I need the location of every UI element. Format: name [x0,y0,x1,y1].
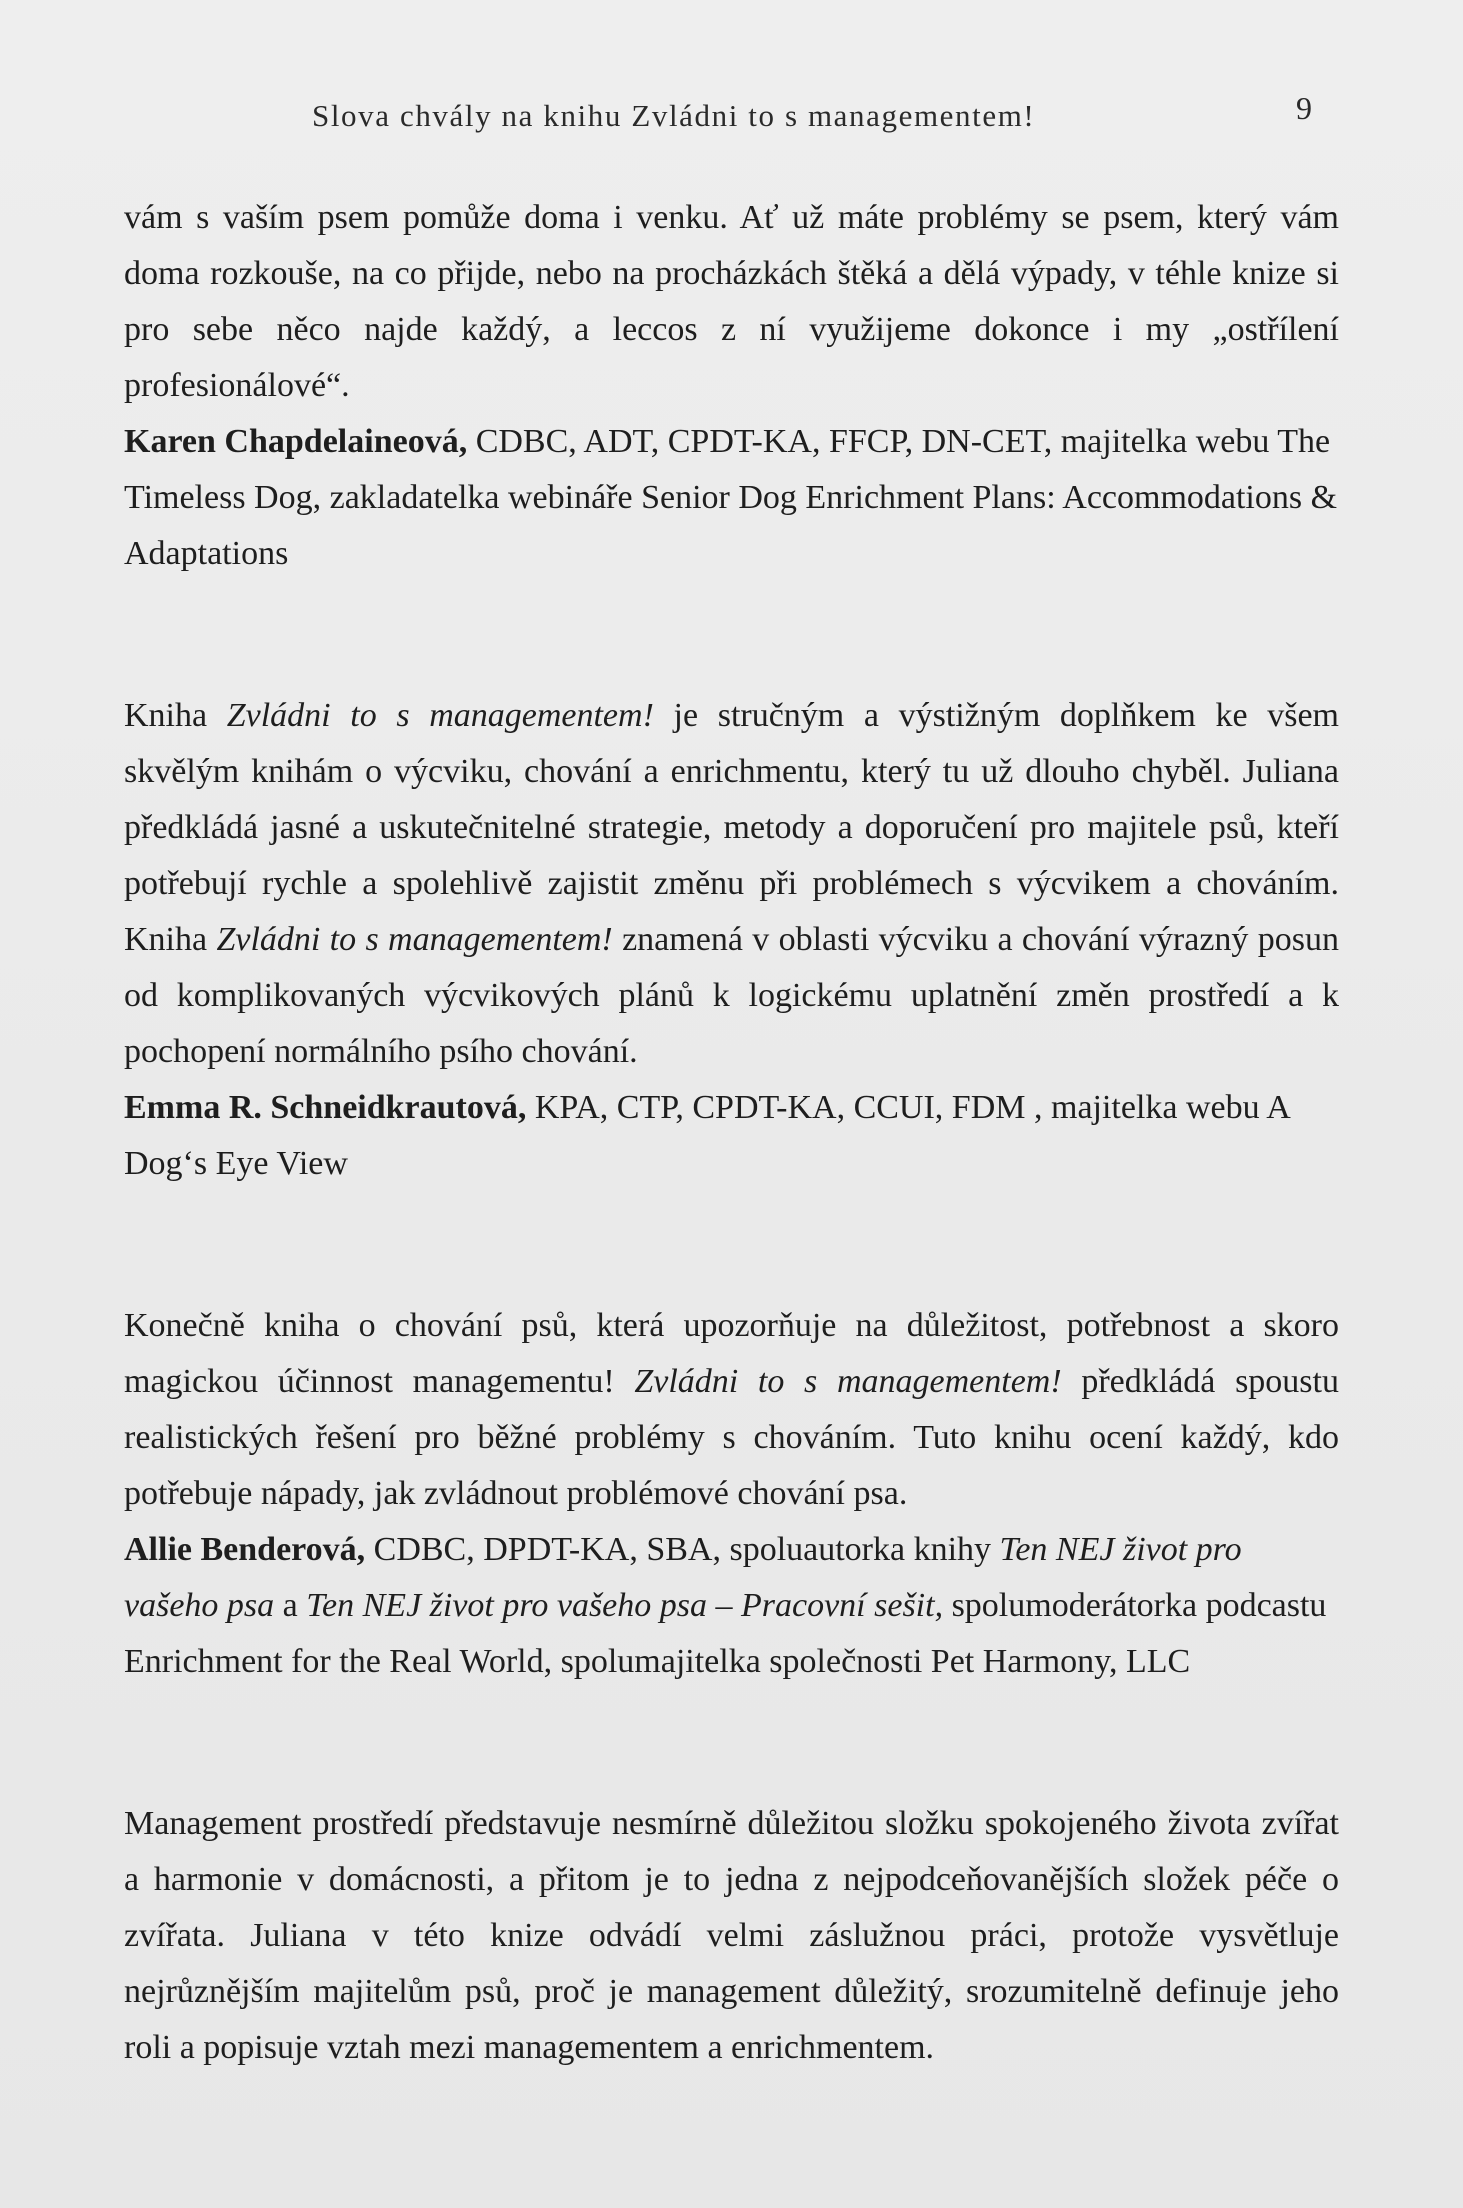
endorsement-2-quote-text-3: znamená v oblasti výcviku a chování výrazný posun od komplikovaných výcvikových plánů k logickému uplatnění změn prostředí a k pochopení normálního psího chování. [124,921,1339,1070]
endorsement-3-quote-text-2: předkládá spoustu realistických řešení pro běžné problémy s chováním. Tuto knihu ocení každý, kdo potřebuje nápady, jak zvládnout problémové chování psa. [124,1363,1339,1512]
endorsement-3-cited-book-1: Ten NEJ život pro vašeho psa [124,1531,1242,1624]
endorsement-2-author: Emma R. Schneidkrautová, [124,1089,527,1126]
endorsement-3-book-title: Zvládni to s managementem! [634,1363,1062,1400]
running-header-title: Slova chvály na knihu Zvládni to s managementem! [312,98,1036,133]
endorsement-3-attribution [124,1522,1339,1690]
endorsement-3 [124,1298,1339,1690]
page-body [124,190,1339,2076]
endorsement-1-credentials: CDBC, ADT, CPDT-KA, FFCP, DN-CET, majitelka webu The Timeless Dog, zakladatelka webináře Senior Dog Enrichment Plans: Accommodations & Adaptations [124,423,1338,572]
running-header [0,86,1463,136]
endorsement-3-credentials-2: a [274,1587,307,1624]
endorsement-1-quote: vám s vaším psem pomůže doma i venku. Ať už máte problémy se psem, který vám doma rozkouše, na co přijde, nebo na procházkách štěká a dělá výpady, v téhle knize si pro sebe něco najde každý, a leccos z ní využijeme dokonce i my „ostřílení profesionálové“. [124,199,1339,404]
endorsement-3-credentials-1: CDBC, DPDT-KA, SBA, spoluautorka knihy [365,1531,1000,1568]
endorsement-2 [124,688,1339,1192]
endorsement-2-book-title-1: Zvládni to s managementem! [226,697,654,734]
endorsement-1-author: Karen Chapdelaineová, [124,423,468,460]
page-number: 9 [1296,90,1312,126]
endorsement-2-quote-text-1: Kniha [124,697,227,734]
endorsement-4 [124,1796,1339,2076]
endorsement-4-quote: Management prostředí představuje nesmírně důležitou složku spokojeného života zvířat a harmonie v domácnosti, a přitom je to jedna z nejpodceňovanějších složek péče o zvířata. Juliana v této knize odvádí velmi záslužnou práci, protože vysvětluje nejrůznějším majitelům psů, proč je management důležitý, srozumitelně definuje jeho roli a popisuje vztah mezi managementem a enrichmentem. [124,1805,1339,2066]
endorsement-2-quote [124,688,1339,1080]
endorsement-2-book-title-2: Zvládni to s managementem! [216,921,613,958]
endorsement-3-cited-book-2: Ten NEJ život pro vašeho psa – Pracovní sešit, [306,1587,944,1624]
endorsement-3-quote-text-1: Konečně kniha o chování psů, která upozorňuje na důležitost, potřebnost a skoro magickou účinnost managementu! [124,1307,1339,1400]
endorsement-3-quote [124,1298,1339,1522]
endorsement-2-credentials: KPA, CTP, CPDT-KA, CCUI, FDM , majitelka webu A Dog‘s Eye View [124,1089,1289,1182]
endorsement-2-quote-text-2: je stručným a výstižným doplňkem ke všem skvělým knihám o výcviku, chování a enrichmentu, který tu už dlouho chyběl. Juliana předkládá jasné a uskutečnitelné strategie, metody a doporučení pro majitele psů, kteří potřebují rychle a spolehlivě zajistit změnu při problémech s výcvikem a chováním. Kniha [124,697,1339,958]
endorsement-2-attribution [124,1080,1339,1192]
endorsement-3-author: Allie Benderová, [124,1531,366,1568]
endorsement-1 [124,190,1339,582]
endorsement-3-credentials-3: spolumoderátorka podcastu Enrichment for the Real World, spolumajitelka společnosti Pet Harmony, LLC [124,1587,1327,1680]
endorsement-1-attribution [124,414,1339,582]
